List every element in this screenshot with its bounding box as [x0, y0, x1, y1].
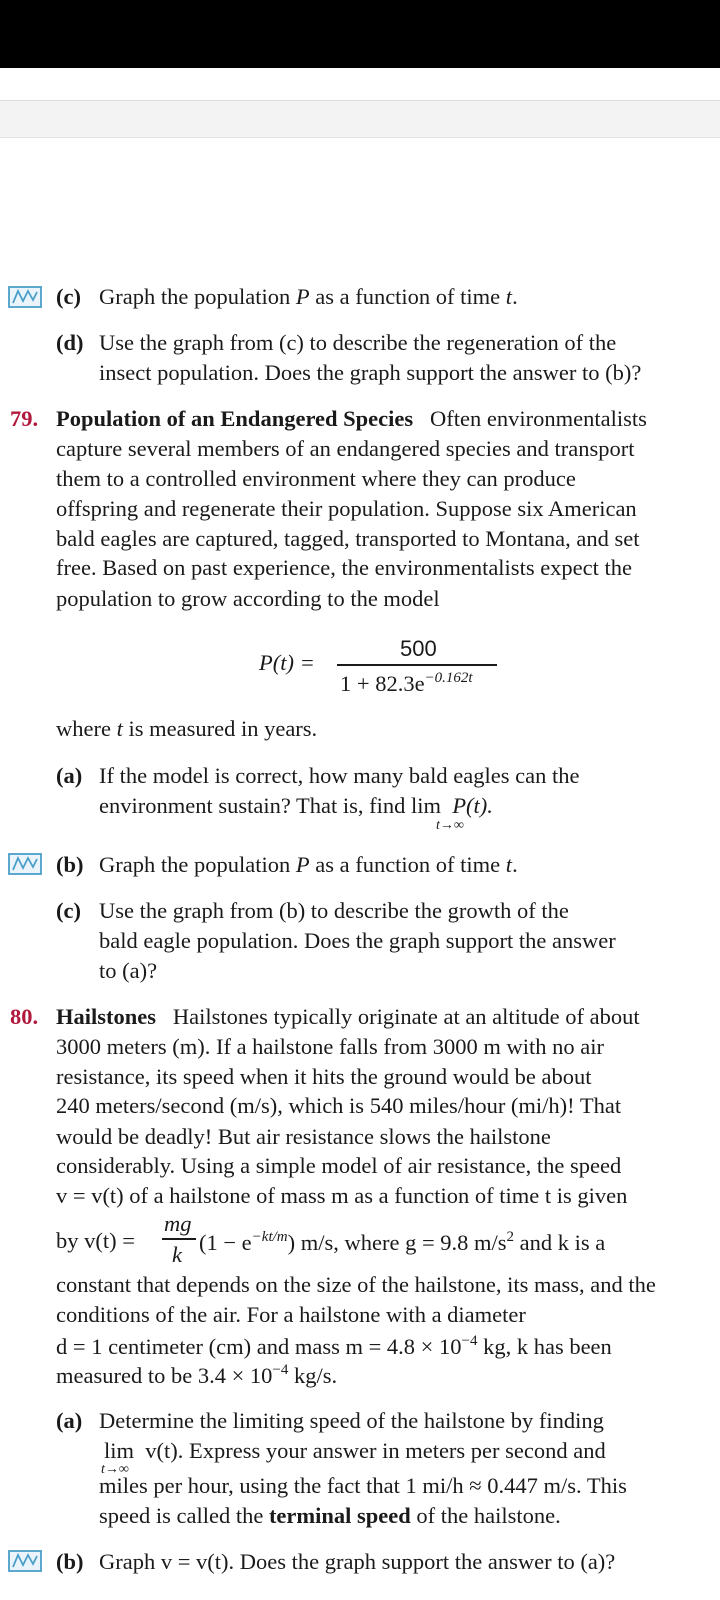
fraction-bar: [162, 1238, 196, 1240]
problem-text: 3000 meters (m). If a hailstone falls from 3000 m with no air: [56, 1034, 604, 1059]
question-text: bald eagle population. Does the graph support the answer: [99, 928, 616, 953]
problem-text: would be deadly! But air resistance slows the hailstone: [56, 1124, 551, 1149]
problem-text: offspring and regenerate their population. Suppose six American: [56, 496, 637, 521]
problem-text: where t is measured in years.: [56, 716, 318, 741]
question-text: Graph the population P as a function of time t.: [99, 852, 518, 877]
problem-text: $(1 - e^{-kt/m})$ m/s, where g = 9.8 $m/s^2$ and k is a: [199, 1229, 606, 1255]
problem-text: d = 1 centimeter (cm) and mass $m = 4.8 \times 10^{-4}$ kg, k has been: [56, 1333, 612, 1359]
question-text: to (a)?: [99, 958, 158, 983]
problem-text: bald eagles are captured, tagged, transported to Montana, and set: [56, 526, 640, 551]
reader-toolbar: [0, 100, 720, 138]
problem-text: capture several members of an endangered species and transport: [56, 436, 635, 461]
question-text: lim v(t). Express your answer in meters per second and: [104, 1438, 606, 1463]
limit-subscript: t→∞: [101, 1462, 129, 1477]
graphing-calculator-icon: [8, 286, 42, 308]
question-text: speed is called the terminal speed of the hailstone.: [99, 1503, 561, 1528]
formula-numerator: 500: [400, 636, 437, 661]
part-label: (c): [56, 284, 81, 309]
fraction-bar: [337, 664, 497, 666]
problem-text: free. Based on past experience, the environmentalists expect the: [56, 555, 633, 580]
problem-text: population to grow according to the model: [56, 586, 440, 611]
problem-number: 80.: [10, 1004, 39, 1029]
part-label: (a): [56, 763, 83, 788]
problem-text: measured to be $3.4 \times 10^{-4}$ kg/s.: [56, 1362, 338, 1388]
problem-text: them to a controlled environment where they can produce: [56, 466, 576, 491]
fraction-numerator: mg: [164, 1211, 192, 1236]
question-text: Determine the limiting speed of the hailstone by finding: [99, 1408, 604, 1433]
problem-text: Hailstones Hailstones typically originate at an altitude of about: [56, 1004, 640, 1029]
question-text: Graph the population P as a function of time t.: [99, 284, 518, 309]
formula-lhs: P(t) =: [259, 650, 315, 675]
problem-title: Population of an Endangered Species: [56, 406, 414, 431]
question-text: miles per hour, using the fact that 1 mi/h ≈ 0.447 m/s. This: [99, 1473, 627, 1498]
problem-text: considerably. Using a simple model of air resistance, the speed: [56, 1153, 622, 1178]
problem-text: constant that depends on the size of the hailstone, its mass, and the: [56, 1272, 656, 1297]
problem-number: 79.: [10, 406, 39, 431]
question-text: Use the graph from (b) to describe the growth of the: [99, 898, 569, 923]
problem-text: 240 meters/second (m/s), which is 540 miles/hour (mi/h)! That: [56, 1093, 622, 1118]
part-label: (c): [56, 898, 81, 923]
graphing-calculator-icon: [8, 853, 42, 875]
limit-subscript: t→∞: [436, 818, 464, 833]
graphing-calculator-icon: [8, 1550, 42, 1572]
question-text: If the model is correct, how many bald eagles can the: [99, 763, 580, 788]
question-text: insect population. Does the graph support the answer to (b)?: [99, 360, 642, 385]
problem-text: Population of an Endangered Species Often environmentalists: [56, 406, 647, 431]
formula-denominator: $1 + 82.3e^{-0.162t}$: [340, 670, 473, 696]
problem-text: v = v(t) of a hailstone of mass m as a function of time t is given: [56, 1183, 628, 1208]
top-status-bar: [0, 0, 720, 68]
problem-text: conditions of the air. For a hailstone with a diameter: [56, 1302, 526, 1327]
fraction-denominator: k: [172, 1242, 182, 1267]
problem-text: by v(t) =: [56, 1228, 135, 1253]
part-label: (d): [56, 330, 84, 355]
question-text: Use the graph from (c) to describe the regeneration of the: [99, 330, 617, 355]
problem-title: Hailstones: [56, 1004, 157, 1029]
question-text: Graph v = v(t). Does the graph support the answer to (a)?: [99, 1549, 616, 1574]
question-text: environment sustain? That is, find lim P(t).: [99, 793, 493, 818]
part-label: (a): [56, 1408, 83, 1433]
problem-text: resistance, its speed when it hits the ground would be about: [56, 1064, 592, 1089]
part-label: (b): [56, 852, 84, 877]
part-label: (b): [56, 1549, 84, 1574]
